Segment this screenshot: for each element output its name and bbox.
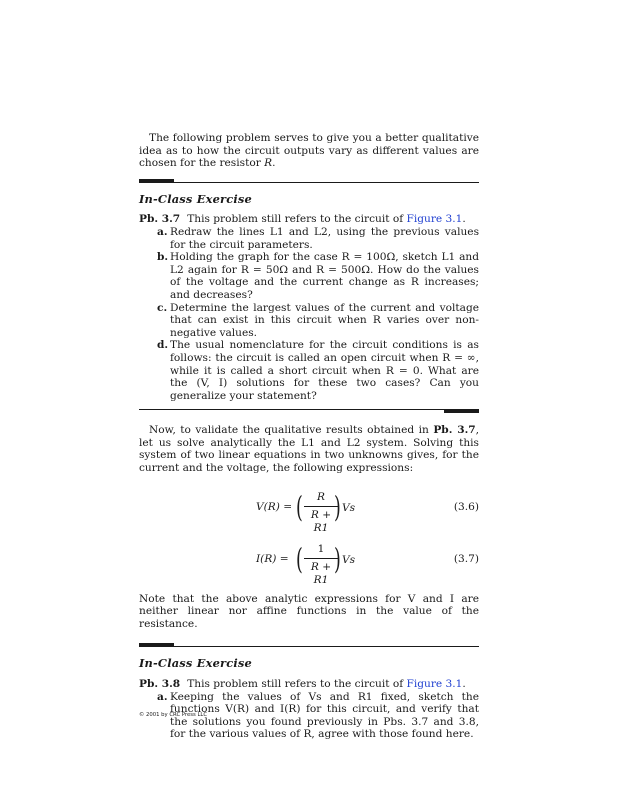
- exercise-title: In-Class Exercise: [139, 656, 252, 671]
- list-item: a. Keeping the values of Vs and R1 fixed, sketch the functions V(R) and I(R) for this circuit, and verify that the solutions you found previously in Pbs. 3.7 and 3.8, for the various values of R, agree with those found here.: [157, 690, 479, 741]
- exercise-divider-top: [139, 643, 479, 649]
- equation-number: (3.7): [453, 552, 479, 565]
- page-content: [139, 132, 479, 741]
- note-paragraph: Note that the above analytic expressions for V and I are neither linear nor affine functions in the value of the resistance.: [139, 592, 479, 630]
- problem-items: [139, 226, 479, 402]
- equation-3-6: V(R) = ( R R + R1 ) Vs (3.6): [256, 489, 479, 534]
- intro-paragraph: The following problem serves to give you a better qualitative idea as to how the circuit outputs vary as different values are chosen for the resistor R.: [139, 132, 479, 170]
- exercise-title: In-Class Exercise: [139, 191, 252, 206]
- equation-number: (3.6): [453, 500, 479, 513]
- equation-3-7: I(R) = ( 1 R + R1 ) Vs (3.7): [256, 541, 479, 586]
- list-item: d. The usual nomenclature for the circuit conditions is as follows: the circuit is called an open circuit when R = ∞, while it is called a short circuit when R = 0. What are the (V, I) solutions for these two cases? Can you generalize your statement?: [157, 339, 479, 402]
- copyright-notice: © 2001 by CRC Press LLC: [139, 712, 208, 718]
- list-item: b. Holding the graph for the case R = 100Ω, sketch L1 and L2 again for R = 50Ω and R = 500Ω. How do the values of the voltage and the current change as R increases; and decreases?: [157, 251, 479, 301]
- list-item: c. Determine the largest values of the current and voltage that can exist in this circuit when R varies over non-negative values.: [157, 301, 479, 339]
- exercise-divider-bottom: [139, 406, 479, 414]
- problem-heading: Pb. 3.8 This problem still refers to the circuit of Figure 3.1.: [139, 678, 466, 691]
- problem-heading: Pb. 3.7 This problem still refers to the circuit of Figure 3.1.: [139, 213, 466, 226]
- exercise-divider-top: [139, 179, 479, 185]
- validation-paragraph: Now, to validate the qualitative results obtained in Pb. 3.7, let us solve analytically the L1 and L2 system. Solving this system of two linear equations in two unknowns gives, for the current and the voltage, the following expressions:: [139, 424, 480, 475]
- figure-link[interactable]: Figure 3.1: [406, 213, 463, 226]
- list-item: a. Redraw the lines L1 and L2, using the previous values for the circuit parameters.: [157, 225, 479, 251]
- figure-link[interactable]: Figure 3.1: [406, 678, 463, 691]
